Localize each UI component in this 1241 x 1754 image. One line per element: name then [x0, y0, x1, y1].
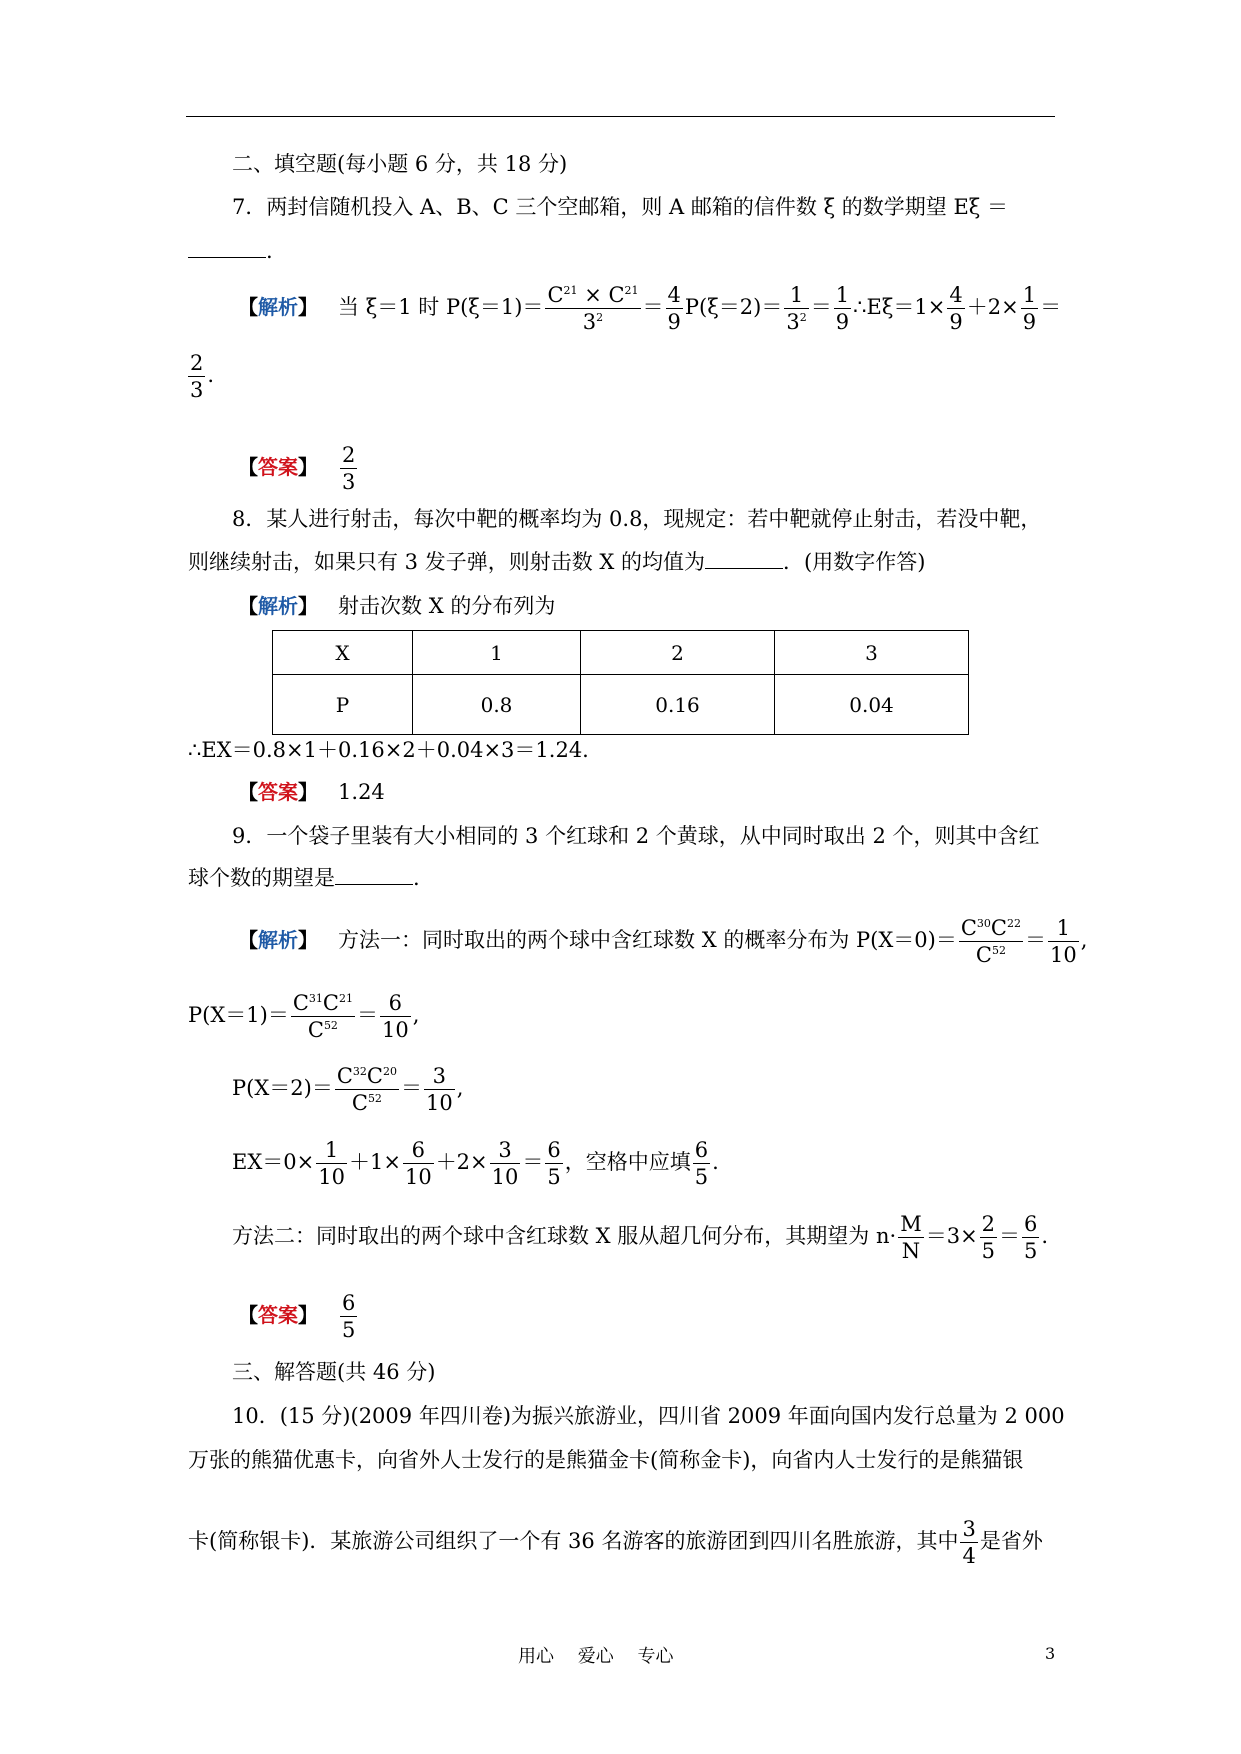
q8-line1: 8．某人进行射击，每次中靶的概率均为 0.8，现规定：若中靶就停止射击，若没中靶， [232, 507, 1042, 531]
section2-title: 二、填空题(每小题 6 分，共 18 分) [232, 152, 568, 176]
q10-line2: 万张的熊猫优惠卡，向省外人士发行的是熊猫金卡(简称金卡)，向省内人士发行的是熊猫银 [188, 1448, 1024, 1472]
q9-method2: 方法二：同时取出的两个球中含红球数 X 服从超几何分布，其期望为 n· $\frac{M}{N}$ ＝3× $\frac{2}{5}$ ＝ $\frac{6}{5}$ . [232, 1212, 1049, 1263]
q10-line1: 10．(15 分)(2009 年四川卷)为振兴旅游业，四川省 2009 年面向国内发行总量为 2 000 [232, 1404, 1065, 1428]
analysis-tag: 【解析】 [238, 928, 318, 952]
q8-ex: ∴EX＝0.8×1＋0.16×2＋0.04×3＝1.24. [188, 738, 589, 762]
table-row: P 0.8 0.16 0.04 [273, 675, 969, 735]
q7-blank: . [188, 237, 273, 265]
analysis-tag: 【解析】 [238, 295, 318, 319]
q7-result: $\frac{2}{3}$ . [190, 351, 215, 402]
q8-answer: 【答案】 1.24 [238, 780, 385, 804]
q9-line2: 球个数的期望是 . [188, 866, 420, 890]
page-number: 3 [1045, 1644, 1056, 1663]
q9-answer: 【答案】 $\frac{6}{5}$ [238, 1291, 356, 1342]
analysis-tag: 【解析】 [238, 594, 318, 618]
q7-answer: 【答案】 $\frac{2}{3}$ [238, 443, 356, 494]
section3-title: 三、解答题(共 46 分) [232, 1360, 436, 1384]
q9-ex: EX＝0× $\frac{1}{10}$ ＋1× $\frac{6}{10}$ ＋2× $\frac{3}{10}$ ＝ $\frac{6}{5}$ ，空格中应填 $\frac{6}{5}$ . [232, 1138, 719, 1189]
header-rule [186, 116, 1055, 117]
q7-text: 7．两封信随机投入 A、B、C 三个空邮箱，则 A 邮箱的信件数 ξ 的数学期望 Eξ ＝ [232, 195, 1009, 219]
q9-analysis: 【解析】 方法一：同时取出的两个球中含红球数 X 的概率分布为 P(X＝0)＝ $\frac{C^{30}C^{22}}{C^{52}}$ ＝ $\frac{1}{10}$ , [238, 916, 1088, 967]
q9-line1: 9．一个袋子里装有大小相同的 3 个红球和 2 个黄球，从中同时取出 2 个，则其中含红 [232, 824, 1040, 848]
footer-motto: 用心 爱心 专心 [518, 1646, 674, 1667]
q9-p2: P(X＝2)＝ $\frac{C^{32}C^{20}}{C^{52}}$ ＝ $\frac{3}{10}$ , [232, 1064, 464, 1115]
q9-p1: P(X＝1)＝ $\frac{C^{31}C^{21}}{C^{52}}$ ＝ $\frac{6}{10}$ , [188, 991, 420, 1042]
q8-line2: 则继续射击，如果只有 3 发子弹，则射击数 X 的均值为 ．(用数字作答) [188, 550, 926, 574]
q10-line3: 卡(简称银卡)．某旅游公司组织了一个有 36 名游客的旅游团到四川名胜旅游，其中 $\frac{3}{4}$ 是省外 [188, 1517, 1043, 1568]
q8-analysis: 【解析】 射击次数 X 的分布列为 [238, 594, 556, 618]
q7-analysis: 【解析】 当 ξ＝1 时 P(ξ＝1)＝ $\frac{C^{21} \times C^{21}}{3^2}$ ＝ $\frac{4}{9}$ P(ξ＝2)＝ $\frac{1}{3^2}$ ＝ $\frac{1}{9}$ ∴Eξ＝1× $\frac{4}{9}$ ＋2× $\frac{1}{9}$ ＝ [238, 283, 1062, 334]
answer-tag: 【答案】 [238, 780, 318, 804]
table-row: X 1 2 3 [273, 631, 969, 675]
answer-tag: 【答案】 [238, 1303, 318, 1327]
answer-tag: 【答案】 [238, 455, 318, 479]
distribution-table [272, 630, 969, 735]
